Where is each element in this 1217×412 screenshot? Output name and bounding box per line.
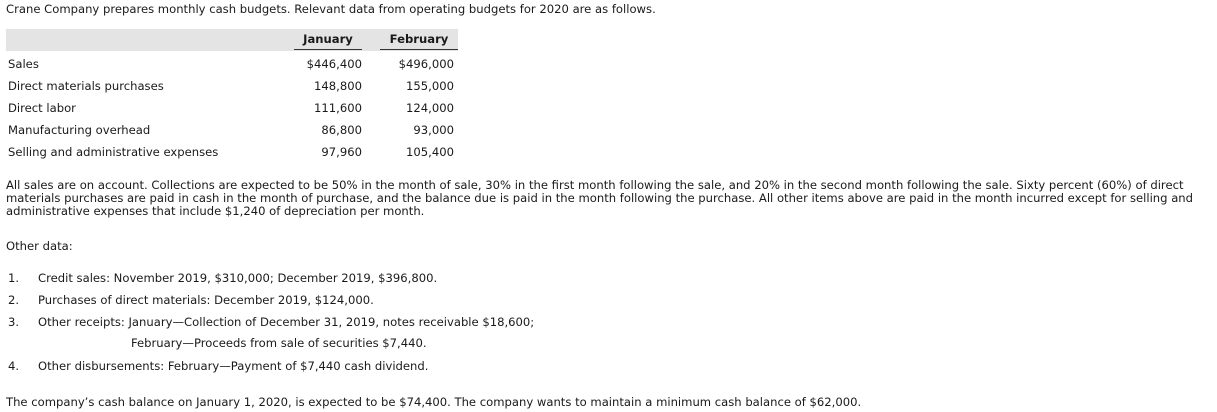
february-value: 93,000 — [413, 123, 454, 137]
column-header-january: January — [294, 29, 362, 50]
list-number: 1. — [8, 271, 20, 285]
row-label: Direct labor — [8, 101, 76, 115]
table-row — [6, 97, 458, 119]
list-text: Credit sales: November 2019, $310,000; December 2019, $396,800. — [38, 271, 438, 285]
february-value: 124,000 — [406, 101, 454, 115]
table-row — [6, 53, 458, 75]
row-label: Sales — [8, 57, 39, 71]
list-text: Other disbursements: February—Payment of $7,440 cash dividend. — [38, 359, 429, 373]
list-number: 3. — [8, 315, 20, 329]
other-data-label: Other data: — [6, 239, 73, 253]
closing-text: The company’s cash balance on January 1, 2020, is expected to be $74,400. The company wants to maintain a minimum cash balance of $62,000. — [6, 395, 862, 409]
terms-paragraph: All sales are on account. Collections are expected to be 50% in the month of sale, 30% in the first month following the sale, and 20% in the second month following the sale. Sixty percent (60%) of direct materials purchases are paid in cash in the month of purchase, and the balance due is paid in the month following the purchase. All other items above are paid in the month incurred except for selling and administrative expenses that include $1,240 of depreciation per month. — [6, 178, 1194, 219]
row-label: Manufacturing overhead — [8, 123, 151, 137]
list-number: 4. — [8, 359, 20, 373]
intro-text: Crane Company prepares monthly cash budgets. Relevant data from operating budgets for 2020 are as follows. — [6, 2, 656, 16]
list-item-continuation: February—Proceeds from sale of securities $7,440. — [131, 336, 427, 350]
january-value: $446,400 — [306, 57, 362, 71]
column-header-february: February — [380, 29, 458, 50]
february-value: 155,000 — [406, 79, 454, 93]
list-text: Other receipts: January—Collection of December 31, 2019, notes receivable $18,600; — [38, 315, 535, 329]
january-value: 148,800 — [314, 79, 362, 93]
budget-table — [6, 29, 458, 163]
february-value: 105,400 — [406, 145, 454, 159]
table-row — [6, 75, 458, 97]
january-value: 86,800 — [321, 123, 362, 137]
january-value: 97,960 — [321, 145, 362, 159]
row-label: Direct materials purchases — [8, 79, 164, 93]
february-value: $496,000 — [398, 57, 454, 71]
january-value: 111,600 — [314, 101, 362, 115]
list-text: Purchases of direct materials: December 2019, $124,000. — [38, 293, 374, 307]
table-row — [6, 119, 458, 141]
table-row — [6, 141, 458, 163]
row-label: Selling and administrative expenses — [8, 145, 219, 159]
list-number: 2. — [8, 293, 20, 307]
